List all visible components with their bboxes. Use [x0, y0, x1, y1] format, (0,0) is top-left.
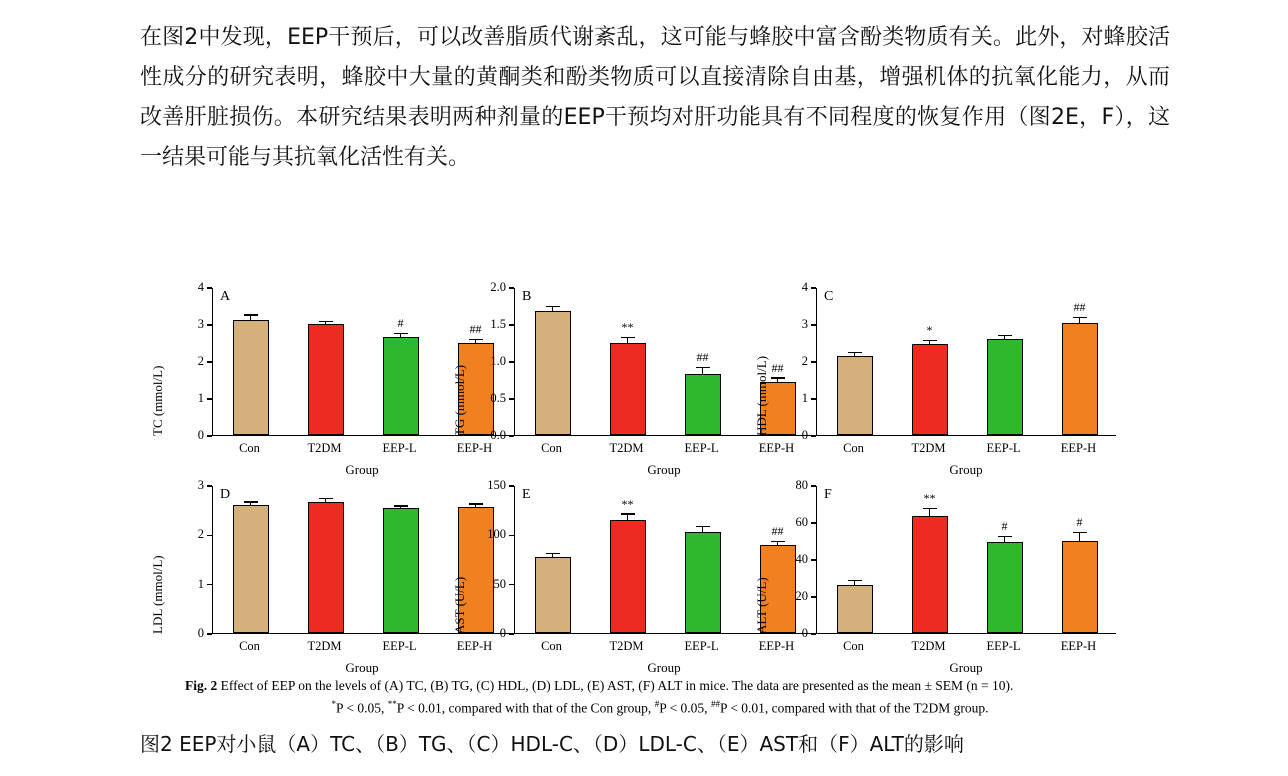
x-tick-label-t2dm: T2DM	[609, 639, 644, 653]
figure-caption	[185, 676, 1135, 718]
x-tick-label-eep-l: EEP-L	[382, 639, 417, 653]
figure-2	[140, 268, 1170, 708]
figure-caption-label: Fig. 2	[185, 678, 218, 693]
y-tick-label: 4	[801, 280, 808, 294]
panel-letter-b: B	[522, 289, 532, 304]
panel-letter-d: D	[220, 487, 231, 502]
x-tick-label-eep-h: EEP-H	[758, 441, 795, 455]
chinese-caption: 图2 EEP对小鼠（A）TC、（B）TG、（C）HDL-C、（D）LDL-C、（E）AST和（F）ALT的影响	[140, 732, 964, 756]
x-axis-label-d: Group	[345, 660, 379, 675]
bar-eep-h	[1062, 541, 1098, 634]
y-tick	[811, 559, 816, 560]
y-tick-label: 4	[197, 280, 204, 294]
bar-eep-l	[987, 542, 1023, 633]
y-tick-label: 1	[197, 576, 204, 591]
plot-area-f	[816, 486, 1116, 634]
y-tick-label: 0	[499, 626, 506, 640]
y-tick-label: 20	[795, 589, 808, 603]
x-tick-label-t2dm: T2DM	[307, 441, 342, 455]
y-tick-label: 3	[197, 317, 204, 331]
y-axis-label-d: LDL (mmol/L)	[150, 555, 165, 634]
significance-mark-eep-l: #	[397, 316, 404, 330]
y-tick-label: 80	[795, 478, 808, 492]
x-tick-label-eep-l: EEP-L	[684, 639, 719, 653]
y-tick-label: 100	[487, 527, 506, 542]
significance-mark-eep-h: ##	[771, 360, 784, 375]
y-axis-label-b: TG (mmol/L)	[452, 364, 467, 436]
y-tick-label: 0	[801, 428, 808, 442]
error-bar-eep-l	[1004, 537, 1005, 543]
cap-sig-005-t2dm: P < 0.05,	[659, 700, 711, 716]
y-tick-label: 2	[801, 354, 808, 368]
significance-mark-eep-h: ##	[771, 524, 784, 539]
error-cap-t2dm	[923, 508, 937, 509]
y-tick-label: 0.5	[490, 391, 506, 405]
x-tick-label-eep-h: EEP-H	[1060, 639, 1097, 653]
significance-mark-t2dm: **	[621, 320, 634, 335]
x-axis-label-c: Group	[949, 462, 983, 477]
y-tick-label: 0	[197, 626, 204, 640]
y-tick-label: 0	[801, 626, 808, 640]
y-tick-label: 60	[795, 515, 808, 529]
significance-mark-eep-l: ##	[696, 350, 709, 365]
figure-caption-line1: Effect of EEP on the levels of (A) TC, (B) TG, (C) HDL, (D) LDL, (E) AST, (F) ALT in mice. The data are presented as the mean ± SEM (n = 10).	[220, 678, 1014, 693]
x-tick-label-eep-h: EEP-H	[758, 639, 795, 653]
y-tick-label: 2	[197, 527, 204, 542]
x-tick-label-t2dm: T2DM	[911, 639, 946, 653]
x-tick-label-con: Con	[541, 639, 562, 653]
y-axis-label-c: HDL (mmol/L)	[754, 355, 769, 436]
y-tick-label: 0.0	[490, 428, 506, 442]
y-axis-label-f: ALT (U/L)	[754, 577, 769, 634]
y-tick-label: 1	[197, 391, 204, 405]
x-axis-label-e: Group	[647, 660, 681, 675]
x-axis-label-f: Group	[949, 660, 983, 675]
x-tick-label-eep-l: EEP-L	[684, 441, 719, 455]
cap-sig-001-t2dm: P < 0.01, compared with that of the T2DM group.	[719, 700, 989, 716]
significance-mark-t2dm: *	[926, 323, 933, 338]
y-tick	[811, 522, 816, 523]
cap-sig-005-con: P < 0.05,	[335, 700, 388, 716]
bar-t2dm	[912, 516, 948, 633]
x-tick-label-con: Con	[541, 441, 562, 455]
x-tick-label-con: Con	[843, 441, 864, 455]
significance-mark-eep-h: ##	[1073, 300, 1086, 315]
x-tick-label-eep-l: EEP-L	[382, 441, 417, 455]
x-tick-label-con: Con	[239, 441, 260, 455]
x-tick-label-eep-h: EEP-H	[456, 639, 493, 653]
y-axis-label-a: TC (mmol/L)	[150, 365, 165, 436]
error-cap-con	[848, 580, 862, 581]
panel-letter-f: F	[824, 487, 832, 502]
significance-mark-t2dm: **	[923, 491, 936, 506]
panel-letter-a: A	[220, 289, 231, 304]
significance-mark-eep-h: #	[1076, 515, 1083, 530]
y-tick	[811, 485, 816, 486]
significance-mark-t2dm: **	[621, 496, 634, 511]
x-tick-label-eep-h: EEP-H	[1060, 441, 1097, 455]
x-tick-label-con: Con	[843, 639, 864, 653]
y-tick-label: 0	[197, 428, 204, 442]
body-paragraph: 在图2中发现，EEP干预后，可以改善脂质代谢紊乱，这可能与蜂胶中富含酚类物质有关。此外，对蜂胶活性成分的研究表明，蜂胶中大量的黄酮类和酚类物质可以直接清除自由基，增强机体的抗氧化能力，从而改善肝脏损伤。本研究结果表明两种剂量的EEP干预均对肝功能具有不同程度的恢复作用（图2E，F），这一结果可能与其抗氧化活性有关。	[140, 25, 1170, 170]
error-cap-eep-l	[998, 536, 1012, 537]
x-tick-label-eep-h: EEP-H	[456, 441, 493, 455]
x-tick-label-eep-l: EEP-L	[986, 639, 1021, 653]
x-tick-label-t2dm: T2DM	[911, 441, 946, 455]
y-axis-label-e: AST (U/L)	[452, 576, 467, 634]
cap-sig-001-con: P < 0.01, compared with that of the Con group,	[396, 700, 655, 716]
significance-mark-eep-h: ##	[469, 321, 482, 336]
x-tick-label-t2dm: T2DM	[307, 639, 342, 653]
y-tick-label: 150	[487, 478, 506, 492]
y-tick-label: 1	[801, 391, 808, 405]
error-bar-t2dm	[929, 509, 930, 516]
y-tick-label: 3	[197, 478, 204, 492]
x-tick-label-eep-l: EEP-L	[986, 441, 1021, 455]
error-cap-eep-h	[1073, 532, 1087, 533]
y-tick	[811, 633, 816, 634]
figure-caption-line2: *P < 0.05, **P < 0.01, compared with that of the Con group, #P < 0.05, ##P < 0.01, compared with that of the T2DM group.	[331, 699, 989, 716]
y-tick	[811, 596, 816, 597]
y-tick-label: 40	[795, 552, 808, 566]
y-tick-label: 2.0	[490, 280, 506, 294]
panel-letter-c: C	[824, 289, 834, 304]
significance-mark-eep-l: #	[1001, 518, 1008, 533]
x-tick-label-con: Con	[239, 639, 260, 653]
bar-con	[837, 585, 873, 633]
chart-panel-f	[140, 268, 1170, 708]
error-bar-con	[854, 581, 855, 585]
y-tick-label: 50	[493, 576, 506, 591]
error-bar-eep-h	[1079, 533, 1080, 540]
x-axis-label-b: Group	[647, 462, 681, 477]
panel-letter-e: E	[522, 487, 531, 502]
y-tick-label: 1.5	[490, 317, 506, 331]
x-tick-label-t2dm: T2DM	[609, 441, 644, 455]
y-tick-label: 1.0	[490, 354, 506, 368]
y-tick-label: 3	[801, 317, 808, 331]
y-tick-label: 2	[197, 354, 204, 368]
x-axis-label-a: Group	[345, 462, 379, 477]
